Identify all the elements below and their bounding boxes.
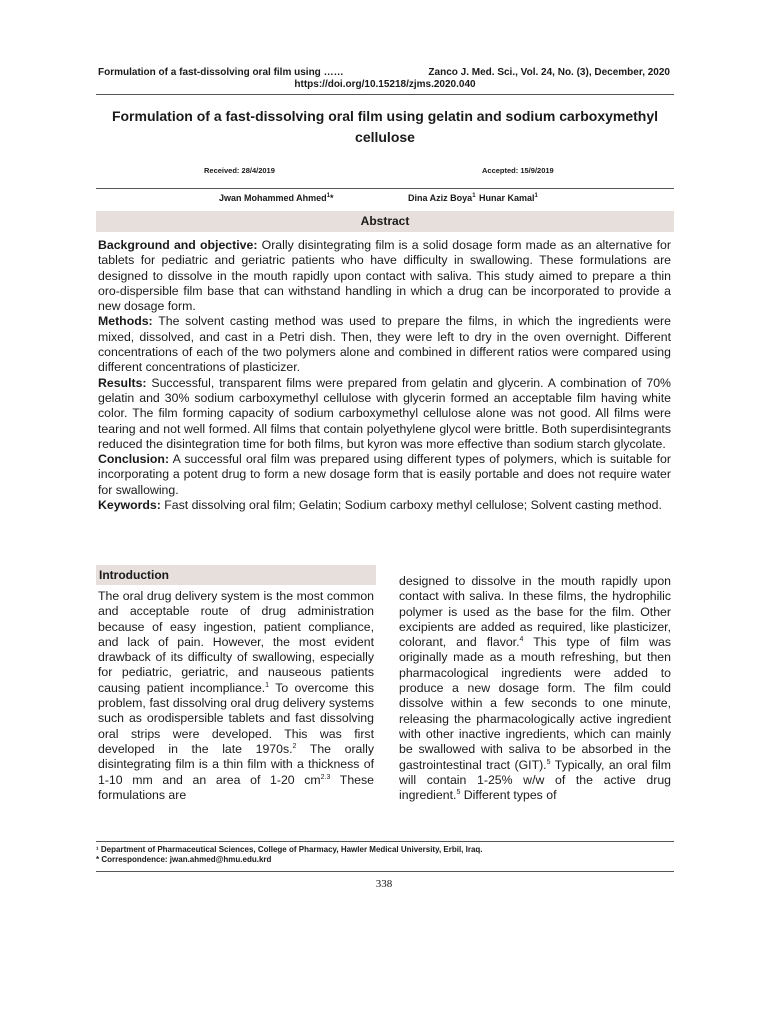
background-label: Background and objective: xyxy=(98,238,258,252)
intro-text: The orally disintegrating film is a thin film with a thickness of 1-10 mm and an area of 1-20 cm xyxy=(98,741,374,787)
intro-text: The oral drug delivery system is the most common and acceptable route of drug administration because of easy ingestion, patient compliance, and lack of pain. However, the most evident drawback of its difficulty of swallowing, especially for pediatric, geriatric, and nauseous patients causing patient incompliance. xyxy=(98,589,374,695)
keywords-text: Fast dissolving oral film; Gelatin; Sodium carboxy methyl cellulose; Solvent casting method. xyxy=(164,498,662,513)
results-label: Results: xyxy=(98,375,147,390)
author-affil-sup: 1 xyxy=(534,193,538,199)
accepted-date: Accepted: 15/9/2019 xyxy=(482,166,554,175)
intro-text: These formulations are xyxy=(98,772,374,802)
abstract-results xyxy=(98,376,671,452)
intro-text: This type of film was originally made as a mouth refreshing, but then pharmacological ingredients were added to produce a new dosage form. The film could dissolve within a few seconds to one minute, releasing the pharmacologically active ingredient with other inactive ingredients, which can mainly be swallowed with saliva to be absorbed in the gastrointestinal tract (GIT). xyxy=(399,635,671,772)
author-name: Dina Aziz Boya xyxy=(408,193,473,203)
abstract-methods xyxy=(98,314,671,375)
intro-text: To overcome this problem, fast dissolving oral drug delivery systems such as orodispersible tablets and fast dissolving oral strips were developed. This was first developed in the late 1970s. xyxy=(98,680,374,756)
received-date: Received: 28/4/2019 xyxy=(204,166,275,175)
running-title: Formulation of a fast-dissolving oral film using …… xyxy=(98,67,344,78)
intro-right-column xyxy=(399,574,671,803)
results-text: Successful, transparent films were prepared from gelatin and glycerin. A combination of 70% gelatin and 30% sodium carboxymethyl cellulose with glycerin formed an acceptable film having white color. The film forming capacity of sodium carboxymethyl cellulose alone was not good. All films were tearing and not well formed. All films that contain polyethylene glycol were brittle. Both superdisintegrants reduced the disintegration time for both films, but kyron was more effective than sodium starch glycolate. xyxy=(98,375,671,451)
affiliation-footnote: ¹ Department of Pharmaceutical Sciences, College of Pharmacy, Hawler Medical University, Erbil, Iraq. xyxy=(96,845,483,854)
abstract-background xyxy=(98,238,671,314)
author-3 xyxy=(479,193,538,203)
correspondence-footnote: * Correspondence: jwan.ahmed@hmu.edu.krd xyxy=(96,855,272,864)
abstract-conclusion xyxy=(98,452,671,498)
introduction-heading xyxy=(96,565,376,585)
paper-title: Formulation of a fast-dissolving oral film using gelatin and sodium carboxymethyl cellulose xyxy=(111,108,659,145)
abstract-keywords xyxy=(98,498,671,513)
intro-left-column xyxy=(98,589,374,803)
abstract-heading: Abstract xyxy=(96,211,674,232)
conclusion-text: A successful oral film was prepared using different types of polymers, which is suitable for incorporating a potent drug to form a new dosage form that is easily portable and does not require water for swallowing. xyxy=(98,452,671,497)
citation-sup: 2 xyxy=(292,742,297,750)
doi-link[interactable]: https://doi.org/10.15218/zjms.2020.040 xyxy=(294,79,476,90)
author-name: Hunar Kamal xyxy=(479,193,535,203)
introduction-heading-text: Introduction xyxy=(99,568,169,582)
intro-left-paragraph xyxy=(98,589,374,803)
citation-sup: 2.3 xyxy=(320,773,331,781)
citation-sup: 5 xyxy=(456,789,461,797)
conclusion-label: Conclusion: xyxy=(98,452,170,467)
header-rule xyxy=(96,94,674,95)
citation-sup: 1 xyxy=(265,681,270,689)
keywords-label: Keywords: xyxy=(98,498,161,513)
intro-text: Different types of xyxy=(460,788,557,803)
corresponding-mark: * xyxy=(330,193,334,203)
intro-right-paragraph xyxy=(399,574,671,803)
page-number: 338 xyxy=(375,878,393,890)
author-2 xyxy=(408,193,476,203)
background-text: Orally disintegrating film is a solid dosage form made as an alternative for tablets for pediatric and geriatric patients who have difficulty in swallowing. These formulations are designed to dissolve in the mouth rapidly upon contact with saliva. This study aimed to prepare a thin oro-dispersible film base that can withstand handling in which a drug can be incorporated to provide a new dosage form. xyxy=(98,238,671,314)
methods-label: Methods: xyxy=(98,314,153,329)
authors-top-rule xyxy=(96,188,674,189)
author-name: Jwan Mohammed Ahmed xyxy=(219,193,327,203)
author-affil-sup: 1 xyxy=(472,193,476,199)
intro-text: Typically, an oral film will contain 1-25% w/w of the active drug ingredient. xyxy=(399,757,672,803)
citation-sup: 5 xyxy=(546,758,551,766)
footnote-rule xyxy=(96,841,674,842)
author-1 xyxy=(219,193,334,203)
intro-text: designed to dissolve in the mouth rapidly upon contact with saliva. In these films, the hydrophilic polymer is used as the base for the film. Other excipients are added as required, like plasticizer, colorant, and flavor. xyxy=(399,574,671,650)
bottom-rule xyxy=(96,871,674,872)
footnotes xyxy=(96,845,674,865)
methods-text: The solvent casting method was used to prepare the films, in which the ingredients were mixed, dissolved, and cast in a Petri dish. Then, they were left to dry in the oven overnight. Different concentrations of each of the two polymers alone and combined in different ratios were compared using different concentrations of plasticizer. xyxy=(98,314,671,375)
author-affil-sup: 1 xyxy=(326,193,331,199)
journal-citation: Zanco J. Med. Sci., Vol. 24, No. (3), December, 2020 xyxy=(428,67,670,78)
abstract-body xyxy=(98,238,671,513)
citation-sup: 4 xyxy=(519,636,524,644)
